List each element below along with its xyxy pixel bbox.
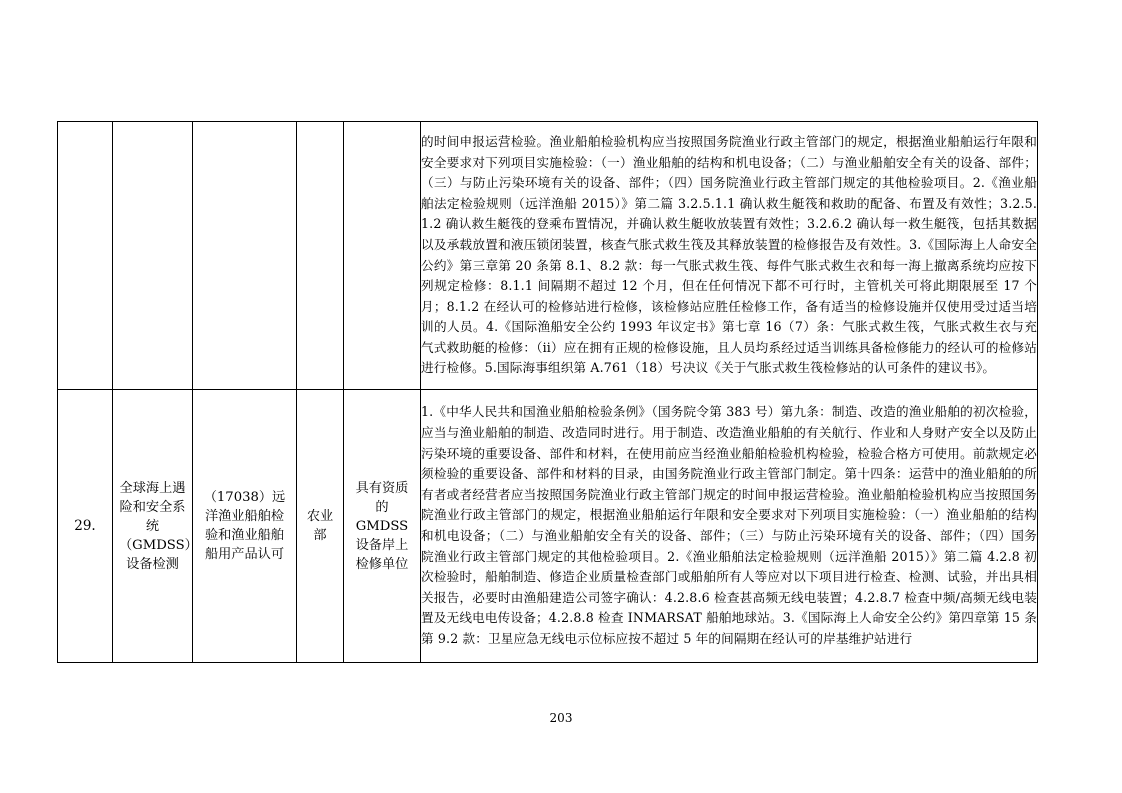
regulation-table [57, 121, 1038, 663]
legal-basis-cell [421, 390, 1038, 663]
table-row [58, 122, 1038, 390]
table-row [58, 390, 1038, 663]
legal-basis-text: 1.《中华人民共和国渔业船舶检验条例》（国务院令第 383 号）第九条：制造、改造的渔业船舶的初次检验，应当与渔业船舶的制造、改造同时进行。用于制造、改造渔业船舶的有关航行、作业和人身财产安全以及防止污染环境的重要设备、部件和材料，在使用前应当经渔业船舶检验机构检验，检验合格方可使用。前款规定必须检验的重要设备、部件和材料的目录，由国务院渔业行政主管部门制定。第十四条：运营中的渔业船舶的所有者或者经营者应当按照国务院渔业行政主管部门规定的时间申报运营检验。渔业船舶检验机构应当按照国务院渔业行政主管部门的规定，根据渔业船舶运行年限和安全要求对下列项目实施检验：（一）渔业船舶的结构和机电设备；（二）与渔业船舶安全有关的设备、部件；（三）与防止污染环境有关的设备、部件；（四）国务院渔业行政主管部门规定的其他检验项目。2.《渔业船舶法定检验规则（远洋渔船 2015）》第二篇 4.2.8 初次检验时，船舶制造、修造企业质量检查部门或船舶所有人等应对以下项目进行检查、检测、试验，并出具相关报告，必要时由渔船建造公司签字确认：4.2.8.6 检查甚高频无线电装置；4.2.8.7 检查中频/高频无线电装置及无线电电传设备；4.2.8.8 检查 INMARSAT 船舶地球站。3.《国际海上人命安全公约》第四章第 15 条第 9.2 款：卫星应急无线电示位标应按不超过 5 年的间隔期在经认可的岸基维护站进行 [421, 404, 1037, 646]
serial-number-cell [58, 122, 113, 390]
applicant-cell: 具有资质的 GMDSS 设备岸上检修单位 [344, 390, 421, 663]
item-name-cell [113, 122, 193, 390]
approval-item-cell [193, 122, 297, 390]
page-number: 203 [549, 711, 573, 725]
legal-basis-text: 的时间申报运营检验。渔业船舶检验机构应当按照国务院渔业行政主管部门的规定，根据渔业船舶运行年限和安全要求对下列项目实施检验：（一）渔业船舶的结构和机电设备；（二）与渔业船舶安全有关的设备、部件；（三）与防止污染环境有关的设备、部件；（四）国务院渔业行政主管部门规定的其他检验项目。2.《渔业船舶法定检验规则（远洋渔船 2015）》第二篇 3.2.5.1.1 确认救生艇筏和救助的配备、布置及有效性；3.2.5.1.2 确认救生艇筏的登乘布置情况，并确认救生艇收放装置有效性；3.2.6.2 确认每一救生艇筏，包括其数据以及承载放置和液压锁闭装置，核查气胀式救生筏及其释放装置的检修报告及有效性。3.《国际海上人命安全公约》第三章第 20 条第 8.1、8.2 款：每一气胀式救生筏、每件气胀式救生衣和每一海上撤离系统均应按下列规定检修：8.1.1 间隔期不超过 12 个月，但在任何情况下都不可行时，主管机关可将此期限展至 17 个月；8.1.2 在经认可的检修站进行检修，该检修站应胜任检修工作，备有适当的检修设施并仅使用受过适当培训的人员。4.《国际渔船安全公约 1993 年议定书》第七章 16（7）条：气胀式救生筏，气胀式救生衣与充气式救助艇的检修：（ii）应在拥有正规的检修设施，且人员均系经过适当训练具备检修能力的经认可的检修站进行检修。5.国际海事组织第 A.761（18）号决议《关于气胀式救生筏检修站的认可条件的建议书》。 [421, 133, 1037, 376]
item-name-cell: 全球海上遇险和安全系统（GMDSS）设备检测 [113, 390, 193, 663]
applicant-cell [344, 122, 421, 390]
department-cell [297, 122, 344, 390]
department-cell: 农业部 [297, 390, 344, 663]
approval-item-cell: （17038）远洋渔业船舶检验和渔业船舶船用产品认可 [193, 390, 297, 663]
serial-number-cell: 29. [58, 390, 113, 663]
legal-basis-cell [421, 122, 1038, 390]
